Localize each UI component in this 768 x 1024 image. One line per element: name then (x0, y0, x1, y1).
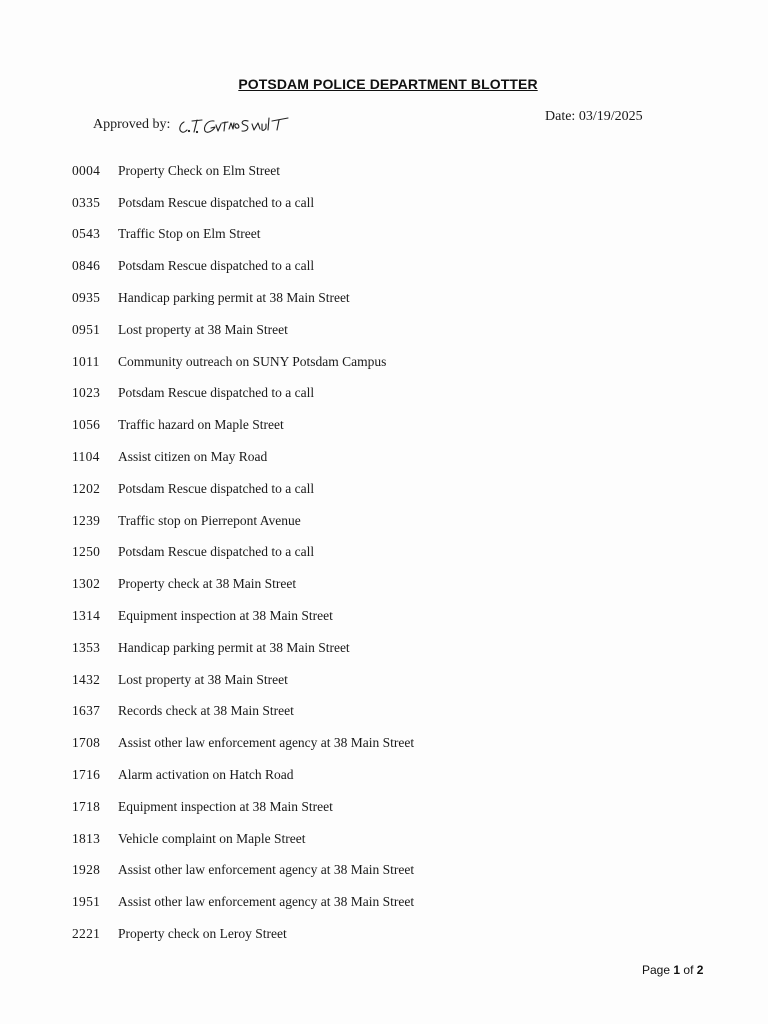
blotter-entry (72, 568, 692, 600)
blotter-entry (72, 250, 692, 282)
entry-description: Records check at 38 Main Street (118, 703, 294, 719)
entry-time: 0951 (72, 321, 101, 337)
entry-description: Potsdam Rescue dispatched to a call (118, 194, 315, 210)
entry-time: 0543 (72, 226, 101, 242)
entry-description: Traffic Stop on Elm Street (118, 226, 261, 242)
blotter-entry (72, 441, 692, 473)
entry-description: Assist other law enforcement agency at 38 Main Street (118, 894, 415, 910)
blotter-entries (72, 155, 692, 950)
entry-description: Potsdam Rescue dispatched to a call (118, 385, 315, 401)
entry-time: 1951 (72, 894, 101, 910)
entry-time: 1637 (72, 703, 101, 719)
blotter-entry (72, 886, 692, 918)
entry-time: 1928 (72, 862, 101, 878)
blotter-entry (72, 155, 692, 187)
blotter-entry (72, 314, 692, 346)
blotter-entry (72, 473, 692, 505)
report-date: Date: 03/19/2025 (545, 109, 643, 124)
entry-description: Property Check on Elm Street (118, 162, 280, 178)
entry-description: Lost property at 38 Main Street (118, 671, 288, 687)
entry-description: Vehicle complaint on Maple Street (118, 830, 306, 846)
entry-description: Potsdam Rescue dispatched to a call (118, 544, 315, 560)
entry-description: Handicap parking permit at 38 Main Street (118, 639, 350, 655)
entry-time: 1353 (72, 639, 101, 655)
signature-image (176, 112, 304, 138)
entry-time: 0846 (72, 258, 101, 274)
approval-line (93, 108, 304, 134)
blotter-entry (72, 918, 692, 950)
entry-description: Lost property at 38 Main Street (118, 321, 288, 337)
blotter-entry (72, 632, 692, 664)
entry-time: 1314 (72, 608, 101, 624)
page-total: 2 (696, 963, 704, 977)
blotter-entry (72, 409, 692, 441)
entry-description: Handicap parking permit at 38 Main Street (118, 290, 350, 306)
entry-description: Property check at 38 Main Street (118, 576, 297, 592)
entry-time: 1104 (72, 449, 100, 465)
entry-description: Alarm activation on Hatch Road (118, 767, 294, 783)
blotter-entry (72, 378, 692, 410)
approved-by-label: Approved by: (93, 117, 171, 132)
entry-description: Assist citizen on May Road (118, 449, 268, 465)
entry-time: 0935 (72, 290, 101, 306)
blotter-entry (72, 664, 692, 696)
entry-time: 1202 (72, 480, 101, 496)
blotter-entry (72, 791, 692, 823)
entry-description: Traffic stop on Pierrepont Avenue (118, 512, 301, 528)
page-current: 1 (673, 963, 681, 977)
blotter-entry (72, 219, 692, 251)
page-word: Page (642, 963, 671, 977)
entry-description: Assist other law enforcement agency at 38 Main Street (118, 862, 415, 878)
entry-time: 2221 (72, 926, 101, 942)
blotter-entry (72, 759, 692, 791)
entry-time: 1716 (72, 767, 101, 783)
blotter-entry (72, 282, 692, 314)
entry-description: Potsdam Rescue dispatched to a call (118, 258, 315, 274)
entry-description: Equipment inspection at 38 Main Street (118, 798, 333, 814)
blotter-entry (72, 727, 692, 759)
entry-time: 1302 (72, 576, 101, 592)
of-word: of (683, 963, 694, 977)
blotter-entry (72, 505, 692, 537)
entry-time: 1708 (72, 735, 101, 751)
blotter-entry (72, 537, 692, 569)
blotter-entry (72, 187, 692, 219)
entry-time: 0004 (72, 162, 101, 178)
blotter-entry (72, 855, 692, 887)
blotter-entry (72, 696, 692, 728)
entry-description: Equipment inspection at 38 Main Street (118, 608, 333, 624)
entry-description: Potsdam Rescue dispatched to a call (118, 480, 315, 496)
page-number (642, 963, 703, 977)
entry-description: Community outreach on SUNY Potsdam Campus (118, 353, 387, 369)
entry-time: 1813 (72, 830, 101, 846)
blotter-entry (72, 346, 692, 378)
entry-description: Property check on Leroy Street (118, 926, 287, 942)
page-title: POTSDAM POLICE DEPARTMENT BLOTTER (238, 76, 538, 92)
blotter-entry (72, 600, 692, 632)
entry-time: 1250 (72, 544, 101, 560)
entry-time: 1718 (72, 798, 101, 814)
entry-time: 1432 (72, 671, 101, 687)
entry-time: 1011 (72, 353, 100, 369)
entry-time: 1023 (72, 385, 101, 401)
blotter-entry (72, 823, 692, 855)
entry-time: 1056 (72, 417, 101, 433)
entry-description: Assist other law enforcement agency at 38 Main Street (118, 735, 415, 751)
entry-time: 1239 (72, 512, 101, 528)
entry-description: Traffic hazard on Maple Street (118, 417, 284, 433)
entry-time: 0335 (72, 194, 101, 210)
